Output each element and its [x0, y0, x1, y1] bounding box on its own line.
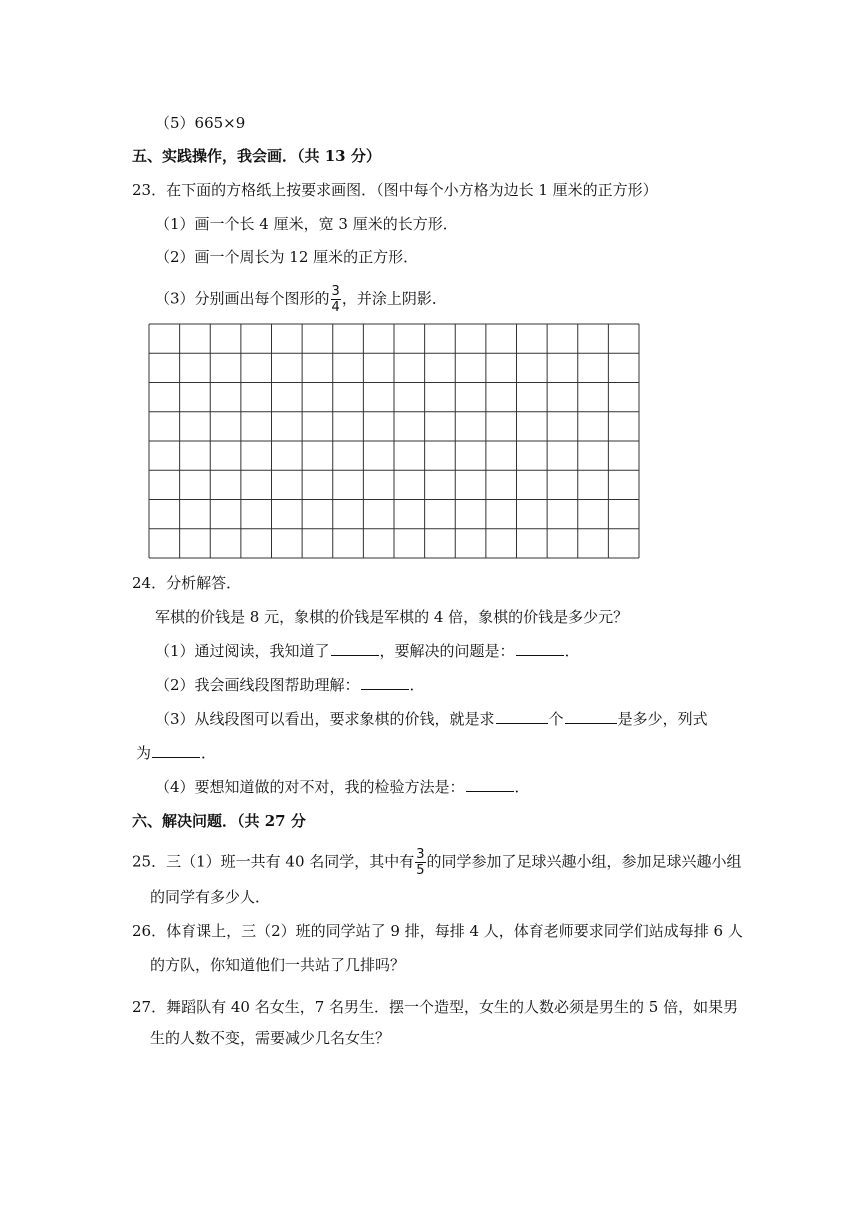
q24-sub2-end: ． — [409, 676, 425, 694]
answer-blank[interactable] — [152, 743, 200, 758]
q23-sub2: （2）画一个周长为 12 厘米的正方形． — [155, 248, 419, 266]
q24-sub4 — [155, 777, 530, 797]
q24-sub3-line2-text: 为 — [136, 744, 152, 762]
q24-sub1 — [155, 641, 580, 661]
q25-line2: 的同学有多少人． — [150, 888, 271, 906]
answer-blank[interactable] — [516, 641, 564, 656]
q24-sub3 — [155, 709, 708, 729]
section-6-title: 六、解决问题．（共 27 分 — [132, 812, 306, 830]
q24-sub1-text-a: （1）通过阅读，我知道了 — [155, 642, 330, 660]
fraction-denominator: 5 — [416, 863, 425, 878]
fraction-numerator: 3 — [416, 847, 425, 862]
q24-sub4-text: （4）要想知道做的对不对，我的检验方法是： — [155, 778, 465, 796]
section-5-title: 五、实践操作，我会画．（共 13 分） — [132, 147, 381, 165]
fraction-denominator: 4 — [331, 300, 340, 315]
q24-sub2 — [155, 675, 425, 695]
answer-blank[interactable] — [361, 675, 409, 690]
answer-blank[interactable] — [565, 709, 617, 724]
q24-sub3-line2 — [136, 743, 216, 763]
q24-sub4-end: ． — [514, 778, 530, 796]
answer-blank[interactable] — [496, 709, 548, 724]
q27-line1: 27．舞蹈队有 40 名女生，7 名男生．摆一个造型，女生的人数必须是男生的 5 倍，如果男 — [132, 998, 739, 1016]
q24-sub1-text-b: ，要解决的问题是： — [379, 642, 515, 660]
q23-sub3-text-post: ，并涂上阴影． — [341, 289, 447, 308]
q25-text-post: 的同学参加了足球兴趣小组，参加足球兴趣小组 — [426, 852, 742, 871]
q26-line1: 26．体育课上，三（2）班的同学站了 9 排，每排 4 人，体育老师要求同学们站成每排 6 人 — [132, 922, 743, 940]
q23-sub3 — [155, 285, 447, 314]
q24-sub3-text-a: （3）从线段图可以看出，要求象棋的价钱，就是求 — [155, 710, 495, 728]
q24-sub3-text-c: 是多少，列式 — [617, 710, 708, 728]
q24-stem: 24．分析解答． — [132, 574, 242, 592]
q24-sub2-text: （2）我会画线段图帮助理解： — [155, 676, 360, 694]
q24-sub3-end: ． — [201, 744, 217, 762]
fraction-three-fifths — [415, 848, 425, 877]
q23-sub1: （1）画一个长 4 厘米，宽 3 厘米的长方形． — [155, 215, 458, 233]
q23-sub3-text-pre: （3）分别画出每个图形的 — [155, 289, 330, 308]
q25-line1 — [132, 848, 742, 877]
answer-blank[interactable] — [466, 777, 514, 792]
fraction-numerator: 3 — [331, 284, 340, 299]
q25-text-pre: 25．三（1）班一共有 40 名同学，其中有 — [132, 852, 415, 871]
answer-blank[interactable] — [331, 641, 379, 656]
q27-line2: 生的人数不变，需要减少几名女生？ — [150, 1029, 391, 1047]
fraction-three-quarters — [331, 285, 341, 314]
q24-sub3-text-b: 个 — [548, 710, 564, 728]
q24-context: 军棋的价钱是 8 元，象棋的价钱是军棋的 4 倍，象棋的价钱是多少元？ — [155, 608, 629, 626]
q26-line2: 的方队，你知道他们一共站了几排吗？ — [150, 956, 406, 974]
grid-paper[interactable] — [148, 323, 640, 559]
q24-sub1-end: ． — [564, 642, 580, 660]
q23-stem: 23．在下面的方格纸上按要求画图．（图中每个小方格为边长 1 厘米的正方形） — [132, 181, 658, 199]
q22-item-5: （5）665×9 — [155, 114, 246, 132]
